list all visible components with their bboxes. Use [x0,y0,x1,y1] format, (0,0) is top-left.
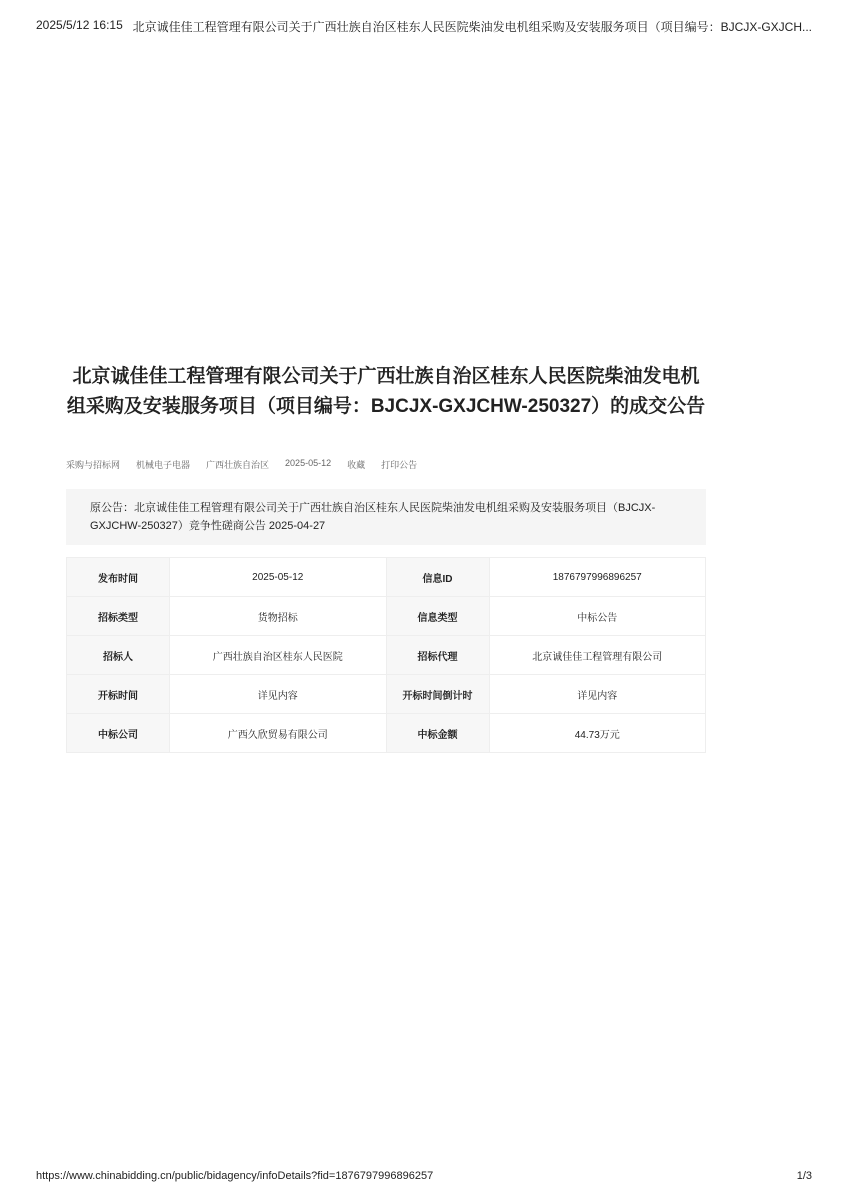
info-key: 中标金额 [386,714,489,753]
print-doc-title: 北京诚佳佳工程管理有限公司关于广西壮族自治区桂东人民医院柴油发电机组采购及安装服务项目（项目编号：BJCJX-GXJCH... [132,20,812,34]
info-value: 详见内容 [489,675,706,714]
notice-title: 北京诚佳佳工程管理有限公司关于广西壮族自治区桂东人民医院柴油发电机组采购及安装服务项目（项目编号：BJCJX-GXJCHW-250327）的成交公告 [66,366,706,417]
info-row [67,636,706,675]
original-notice-date: 2025-04-27 [268,520,326,532]
print-button[interactable]: 打印公告 [381,460,418,470]
info-value: 2025-05-12 [170,558,387,597]
info-value: 1876797996896257 [489,558,706,597]
info-key: 发布时间 [67,558,170,597]
info-key: 开标时间倒计时 [386,675,489,714]
info-key: 招标类型 [67,597,170,636]
meta-category-link[interactable]: 采购与招标网 [66,460,121,470]
info-key: 开标时间 [67,675,170,714]
meta-region-link[interactable]: 广西壮族自治区 [206,460,270,470]
info-value: 货物招标 [170,597,387,636]
info-key: 招标人 [67,636,170,675]
info-value: 44.73万元 [489,714,706,753]
page-url: https://www.chinabidding.cn/public/bidagency/infoDetails?fid=1876797996896257 [36,1170,434,1182]
notice-info-table [66,557,706,753]
info-key: 信息类型 [386,597,489,636]
print-timestamp: 2025/5/12 16:15 [36,18,123,32]
print-footer [36,1170,812,1182]
notice-main [66,362,706,753]
info-key: 信息ID [386,558,489,597]
original-notice-text: 原公告：北京诚佳佳工程管理有限公司关于广西壮族自治区桂东人民医院柴油发电机组采购及安装服务项目（BJCJX-GXJCHW-250327）竞争性磋商公告 [90,502,656,532]
original-notice-link[interactable] [66,489,706,545]
info-key: 中标公司 [67,714,170,753]
info-row [67,597,706,636]
info-value: 广西壮族自治区桂东人民医院 [170,636,387,675]
meta-date: 2025-05-12 [285,458,332,468]
print-header [0,0,848,35]
info-row [67,675,706,714]
meta-subcategory-link[interactable]: 机械电子电器 [136,460,191,470]
favorite-button[interactable]: 收藏 [347,460,366,470]
page-number: 1/3 [796,1170,812,1182]
notice-meta [66,458,706,471]
info-row [67,558,706,597]
info-row [67,714,706,753]
info-value: 北京诚佳佳工程管理有限公司 [489,636,706,675]
info-value: 详见内容 [170,675,387,714]
info-key: 招标代理 [386,636,489,675]
info-value: 广西久欣贸易有限公司 [170,714,387,753]
info-value: 中标公告 [489,597,706,636]
